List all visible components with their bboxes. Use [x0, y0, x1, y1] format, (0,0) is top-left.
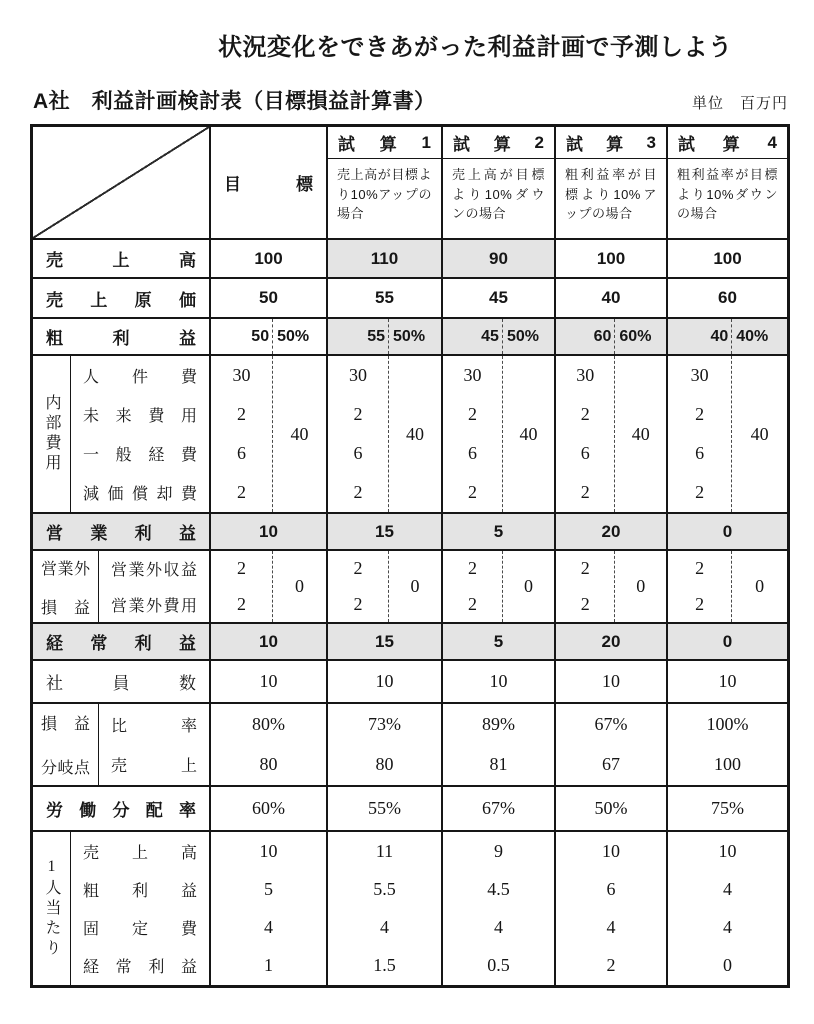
value-cell: 110	[326, 240, 441, 277]
total-value: 0	[410, 576, 420, 596]
sub-label-text: 比 率	[111, 717, 197, 735]
gross-percent: 50%	[506, 327, 539, 345]
doc-title: A社 利益計画検討表（目標損益計算書）	[33, 90, 436, 113]
sub-label-text: 未 来 費 用	[83, 408, 197, 425]
trial-1-description: 売上高が目標より10%アップの場合	[337, 167, 432, 221]
sub-label-column	[99, 704, 209, 785]
group-label-line1: 損 益	[41, 716, 90, 733]
value-cell: 100	[666, 240, 787, 277]
sub-label	[71, 395, 209, 434]
row-gross-profit	[33, 317, 787, 354]
value-cell: 40	[554, 279, 666, 317]
value-cell: 55%	[326, 787, 441, 830]
value-cell: 10	[209, 514, 326, 549]
unit-label: 単位 百万円	[691, 95, 788, 112]
header-corner-diagonal	[33, 127, 209, 238]
value-cell	[441, 319, 554, 354]
sub-label-text: 粗 利 益	[83, 882, 197, 900]
group-label-text: 内部費用	[43, 394, 60, 474]
item-values: 30 2 6 2	[556, 356, 615, 512]
gross-amount: 40	[668, 319, 732, 354]
row-label-text: 営 業 利 益	[46, 524, 196, 543]
value-cell: 10	[666, 661, 787, 702]
value-cell: 89% 81	[441, 704, 554, 785]
trial-1-title	[328, 127, 441, 159]
row-label-text: 粗 利 益	[46, 329, 196, 348]
row-cost-of-sales	[33, 277, 787, 317]
total-value: 40	[290, 423, 309, 444]
gross-amount: 45	[443, 319, 503, 354]
row-label-text: 売 上 原 価	[46, 290, 196, 310]
sub-label-text: 減 価 償 却 費	[83, 486, 197, 503]
gross-percent: 40%	[736, 327, 769, 345]
value-cell: 10	[209, 661, 326, 702]
trial-2-title	[443, 127, 554, 159]
group-label-line2: 損 益	[41, 599, 90, 617]
value-cell	[666, 319, 787, 354]
page-title: 状況変化をできあがった利益計画で予測しよう	[218, 34, 733, 61]
sub-label	[71, 832, 209, 870]
value-cell: 100	[554, 240, 666, 277]
item-values: 2 2	[443, 551, 503, 622]
sub-label-text: 経 常 利 益	[83, 959, 197, 977]
gross-percent: 60%	[619, 327, 652, 345]
header-trial-3	[554, 127, 666, 238]
value-cell: 45	[441, 279, 554, 317]
trial-title-text: 試 算 3	[566, 132, 656, 154]
item-values: 2 2	[211, 551, 273, 622]
trial-title-text: 試 算 2	[453, 132, 544, 154]
group-label-cell	[33, 551, 99, 622]
gross-amount: 55	[328, 319, 389, 354]
row-label	[33, 661, 209, 702]
value-cell: 100	[209, 240, 326, 277]
row-label-text: 社 員 数	[46, 674, 196, 693]
gross-amount: 50	[211, 319, 273, 354]
sub-label-text: 一 般 経 費	[83, 447, 197, 464]
group-label-line2: 分 岐 点	[41, 760, 90, 777]
sub-label	[99, 704, 209, 745]
row-label	[33, 624, 209, 659]
row-label-text: 売 上 高	[46, 251, 196, 270]
value-cell: 10 6 4 2	[554, 832, 666, 985]
group-label-wrap	[33, 832, 209, 985]
sub-label-column	[71, 832, 209, 985]
sub-label	[71, 947, 209, 985]
profit-plan-table	[30, 124, 790, 988]
row-internal-costs	[33, 354, 787, 512]
target-header-label: 目 標	[224, 175, 313, 194]
header-trial-4	[666, 127, 787, 238]
value-cell	[666, 551, 787, 622]
value-cell: 15	[326, 514, 441, 549]
value-cell	[209, 356, 326, 512]
value-cell: 67% 67	[554, 704, 666, 785]
row-label	[33, 514, 209, 549]
value-cell	[441, 551, 554, 622]
value-cell: 5	[441, 624, 554, 659]
value-cell	[554, 551, 666, 622]
value-cell: 10	[326, 661, 441, 702]
value-cell	[326, 551, 441, 622]
header-target-cell	[209, 127, 326, 238]
item-values: 30 2 6 2	[668, 356, 732, 512]
value-cell	[554, 356, 666, 512]
value-cell: 0	[666, 514, 787, 549]
item-values: 2 2	[328, 551, 389, 622]
value-cell: 80% 80	[209, 704, 326, 785]
sub-label-text: 固 定 費	[83, 921, 197, 939]
value-cell: 0	[666, 624, 787, 659]
total-value: 0	[755, 576, 765, 596]
row-labor-share	[33, 785, 787, 830]
gross-percent: 50%	[393, 327, 426, 345]
trial-3-description: 粗利益率が目標より10%アップの場合	[565, 167, 657, 221]
item-values: 2 2	[668, 551, 732, 622]
total-value: 40	[750, 423, 769, 444]
group-label-text: 1人当たり	[43, 858, 60, 959]
row-per-capita	[33, 830, 787, 985]
value-cell	[326, 356, 441, 512]
row-ordinary-profit	[33, 622, 787, 659]
value-cell: 60%	[209, 787, 326, 830]
value-cell	[326, 319, 441, 354]
sub-label	[99, 745, 209, 786]
sub-label	[71, 909, 209, 947]
value-cell: 20	[554, 514, 666, 549]
sub-label-text: 営 業 外 収 益	[111, 562, 197, 580]
header-row	[33, 127, 787, 238]
sub-label-column	[71, 356, 209, 512]
group-label-wrap	[33, 551, 209, 622]
gross-amount: 60	[556, 319, 615, 354]
row-operating-profit	[33, 512, 787, 549]
value-cell: 75%	[666, 787, 787, 830]
trial-4-description: 粗利益率が目標より10%ダウンの場合	[677, 167, 778, 221]
row-non-operating	[33, 549, 787, 622]
trial-2-description: 売上高が目標より10%ダウンの場合	[452, 167, 545, 221]
value-cell	[554, 319, 666, 354]
value-cell: 60	[666, 279, 787, 317]
sub-label	[71, 356, 209, 395]
row-label	[33, 787, 209, 830]
trial-3-title	[556, 127, 666, 159]
value-cell: 55	[326, 279, 441, 317]
value-cell: 50	[209, 279, 326, 317]
value-cell	[666, 356, 787, 512]
group-label-cell	[33, 704, 99, 785]
row-breakeven	[33, 702, 787, 785]
group-label-line1: 営 業 外	[41, 560, 90, 578]
item-values: 30 2 6 2	[443, 356, 503, 512]
value-cell	[209, 319, 326, 354]
row-label	[33, 319, 209, 354]
sub-label	[71, 870, 209, 908]
value-cell: 50%	[554, 787, 666, 830]
value-cell: 10 5 4 1	[209, 832, 326, 985]
value-cell: 5	[441, 514, 554, 549]
sub-label-text: 人 件 費	[83, 369, 197, 386]
value-cell: 10 4 4 0	[666, 832, 787, 985]
sub-label-text: 売 上	[111, 758, 197, 776]
trial-4-title	[668, 127, 787, 159]
group-label-cell	[33, 832, 71, 985]
group-label-cell	[33, 356, 71, 512]
total-value: 40	[631, 423, 650, 444]
header-trial-2	[441, 127, 554, 238]
trial-title-text: 試 算 4	[678, 132, 777, 154]
row-label	[33, 240, 209, 277]
value-cell: 90	[441, 240, 554, 277]
sub-label	[71, 473, 209, 512]
sub-label-column	[99, 551, 209, 622]
trial-title-text: 試 算 1	[338, 132, 431, 154]
value-cell: 73% 80	[326, 704, 441, 785]
value-cell: 10	[554, 661, 666, 702]
total-value: 40	[519, 423, 538, 444]
value-cell: 10	[441, 661, 554, 702]
sub-label	[99, 587, 209, 623]
sub-label	[71, 434, 209, 473]
row-employee-count	[33, 659, 787, 702]
value-cell: 15	[326, 624, 441, 659]
sub-label	[99, 551, 209, 587]
row-label	[33, 279, 209, 317]
group-label-wrap	[33, 704, 209, 785]
row-label-text: 労 働 分 配 率	[46, 801, 196, 820]
total-value: 40	[406, 423, 424, 444]
value-cell	[209, 551, 326, 622]
value-cell: 10	[209, 624, 326, 659]
value-cell: 20	[554, 624, 666, 659]
value-cell	[441, 356, 554, 512]
item-values: 30 2 6 2	[211, 356, 273, 512]
value-cell: 100% 100	[666, 704, 787, 785]
item-values: 30 2 6 2	[328, 356, 389, 512]
value-cell: 11 5.5 4 1.5	[326, 832, 441, 985]
sub-label-text: 営 業 外 費 用	[111, 597, 197, 615]
row-label-text: 経 常 利 益	[46, 634, 196, 653]
gross-percent: 50%	[277, 327, 310, 345]
value-cell: 67%	[441, 787, 554, 830]
value-cell: 9 4.5 4 0.5	[441, 832, 554, 985]
group-label-wrap	[33, 356, 209, 512]
total-value: 0	[295, 576, 305, 596]
row-sales-revenue	[33, 238, 787, 277]
item-values: 2 2	[556, 551, 615, 622]
total-value: 0	[523, 576, 533, 596]
header-trial-1	[326, 127, 441, 238]
total-value: 0	[636, 576, 646, 596]
sub-label-text: 売 上 高	[83, 844, 197, 862]
